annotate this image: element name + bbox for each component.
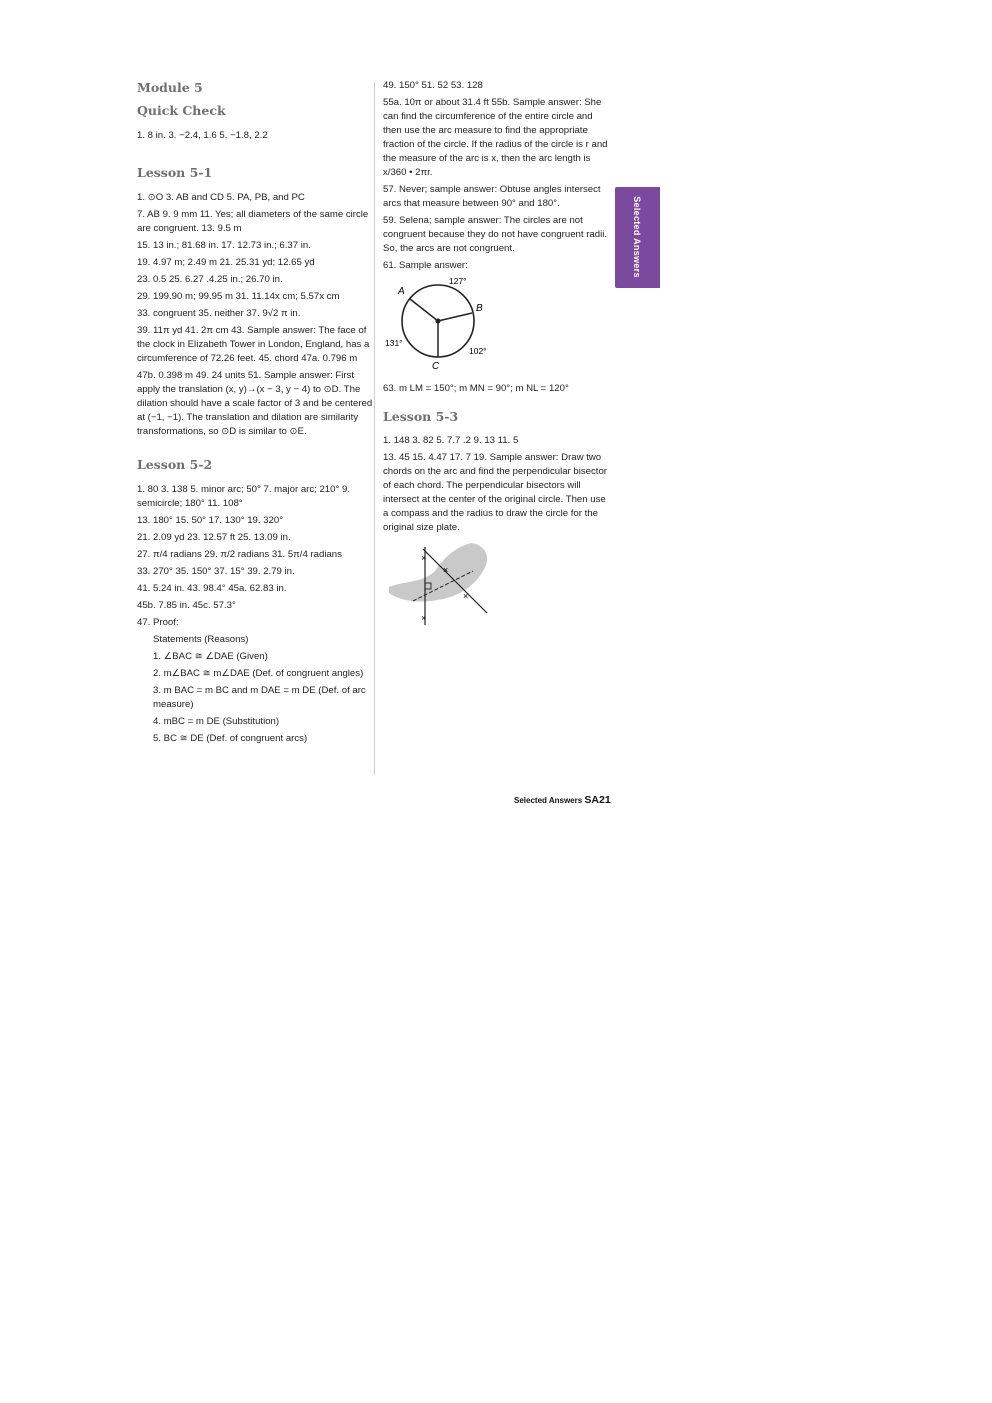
footer-label: Selected Answers: [514, 796, 583, 805]
lesson-5-3-title: Lesson 5-3: [383, 409, 459, 424]
proof: [137, 633, 373, 746]
column-divider: [374, 82, 375, 775]
answer-line: 1. 80 3. 138 5. minor arc; 50° 7. major arc; 210° 9. semicircle; 180° 11. 108°: [137, 484, 350, 509]
answer-line: 13. 180° 15. 50° 17. 130° 19. 320°: [137, 515, 284, 526]
left-column: [137, 80, 373, 749]
lesson-5-1-title: Lesson 5-1: [137, 165, 213, 180]
answer-line: 1. ⊙O 3. AB and CD 5. PA, PB, and PC: [137, 192, 305, 203]
arc-label-102: 102°: [469, 346, 487, 356]
answer-line: 15. 13 in.; 81.68 in. 17. 12.73 in.; 6.37 in.: [137, 240, 311, 251]
answer-line: 7. AB 9. 9 mm 11. Yes; all diameters of the same circle are congruent. 13. 9.5 m: [137, 209, 369, 234]
quick-check-title: Quick Check: [137, 103, 226, 118]
plate-figure: [383, 541, 493, 631]
answer-line: 33. congruent 35. neither 37. 9√2 π in.: [137, 308, 301, 319]
answer-line: 13. 45 15. 4.47 17. 7 19. Sample answer: Draw two chords on the arc and find the perpendicular bisector of each chord. The perpendicular bisectors will intersect at the center of the original circle. Then use a compass and the radius to draw the circle for the original size plate.: [383, 452, 607, 533]
answer-line: 47b. 0.398 m 49. 24 units 51. Sample answer: First apply the translation (x, y)→(x − 3, y − 4) to ⊙D. The dilation should have a scale factor of 3 and be centered at (−1, −1). The translation and dilation are similarity transformations, so ⊙D is similar to ⊙E.: [137, 370, 373, 437]
answer-line: 59. Selena; sample answer: The circles are not congruent because they do not have congruent radii. So, the arcs are not congruent.: [383, 215, 608, 254]
side-tab-selected-answers: [615, 187, 660, 288]
label-b: B: [476, 303, 483, 314]
quick-check-answers: 1. 8 in. 3. −2.4, 1.6 5. −1.8, 2.2: [137, 130, 268, 141]
tick-mark: ×: [421, 613, 427, 623]
circle-figure: [383, 276, 523, 376]
lesson-5-1-answers: [137, 191, 373, 439]
answer-line: 55a. 10π or about 31.4 ft 55b. Sample answer: She can find the circumference of the entire circle and then use the arc measure to find the appropriate fraction of the circle. If the radius of the circle is r and the measure of the arc is x, then the arc length is x/360 • 2πr.: [383, 97, 608, 178]
proof-header: Statements (Reasons): [153, 634, 249, 645]
answer-line: 21. 2.09 yd 23. 12.57 ft 25. 13.09 in.: [137, 532, 291, 543]
proof-step: 4. mBC = m DE (Substitution): [153, 716, 280, 727]
answer-line: 61. Sample answer:: [383, 260, 468, 271]
radius-a: [410, 299, 438, 321]
answer-line: 1. 148 3. 82 5. 7.7 .2 9. 13 11. 5: [383, 435, 519, 446]
answer-line: 23. 0.5 25. 6.27 .4.25 in.; 26.70 in.: [137, 274, 283, 285]
lesson-5-3-answers: [383, 434, 611, 535]
tick-mark: ×: [463, 591, 469, 601]
radius-b: [438, 313, 472, 321]
arc-label-131: 131°: [385, 338, 403, 348]
label-c: C: [432, 361, 440, 372]
tick-mark: ×: [443, 565, 449, 575]
answer-line: 29. 199.90 m; 99.95 m 31. 11.14x cm; 5.57x cm: [137, 291, 340, 302]
plate-fragment: [389, 543, 487, 601]
page-number: SA21: [584, 794, 611, 806]
module-title: Module 5: [137, 80, 203, 95]
answer-line: 19. 4.97 m; 2.49 m 21. 25.31 yd; 12.65 yd: [137, 257, 315, 268]
answer-line: 47. Proof:: [137, 617, 179, 628]
answer-line: 63. m LM = 150°; m MN = 90°; m NL = 120°: [383, 383, 569, 394]
proof-step: 3. m BAC = m BC and m DAE = m DE (Def. of arc measure): [153, 685, 366, 710]
tick-mark: ×: [421, 553, 427, 563]
center-point: [436, 319, 441, 324]
answer-line: 33. 270° 35. 150° 37. 15° 39. 2.79 in.: [137, 566, 295, 577]
answer-line: 45b. 7.85 in. 45c. 57.3°: [137, 600, 236, 611]
answer-line: 39. 11π yd 41. 2π cm 43. Sample answer: The face of the clock in Elizabeth Tower in London, England, has a circumference of 72.26 feet. 45. chord 47a. 0.796 m: [137, 325, 370, 364]
side-tab-label: Selected Answers: [632, 196, 642, 278]
arc-label-127: 127°: [449, 276, 467, 286]
page-footer: [514, 794, 611, 806]
lesson-5-2-title: Lesson 5-2: [137, 457, 213, 472]
proof-step: 5. BC ≅ DE (Def. of congruent arcs): [153, 733, 308, 744]
proof-step: 2. m∠BAC ≅ m∠DAE (Def. of congruent angles): [153, 668, 364, 679]
answer-line: 27. π/4 radians 29. π/2 radians 31. 5π/4 radians: [137, 549, 342, 560]
answer-line: 41. 5.24 in. 43. 98.4° 45a. 62.83 in.: [137, 583, 287, 594]
label-a: A: [398, 286, 405, 297]
answer-line: 49. 150° 51. 52 53. 128: [383, 80, 483, 91]
lesson-5-2-answers: [137, 483, 373, 746]
right-column: [383, 79, 611, 631]
answer-line: 57. Never; sample answer: Obtuse angles intersect arcs that measure between 90° and 180°.: [383, 184, 601, 209]
proof-step: 1. ∠BAC ≅ ∠DAE (Given): [153, 651, 268, 662]
